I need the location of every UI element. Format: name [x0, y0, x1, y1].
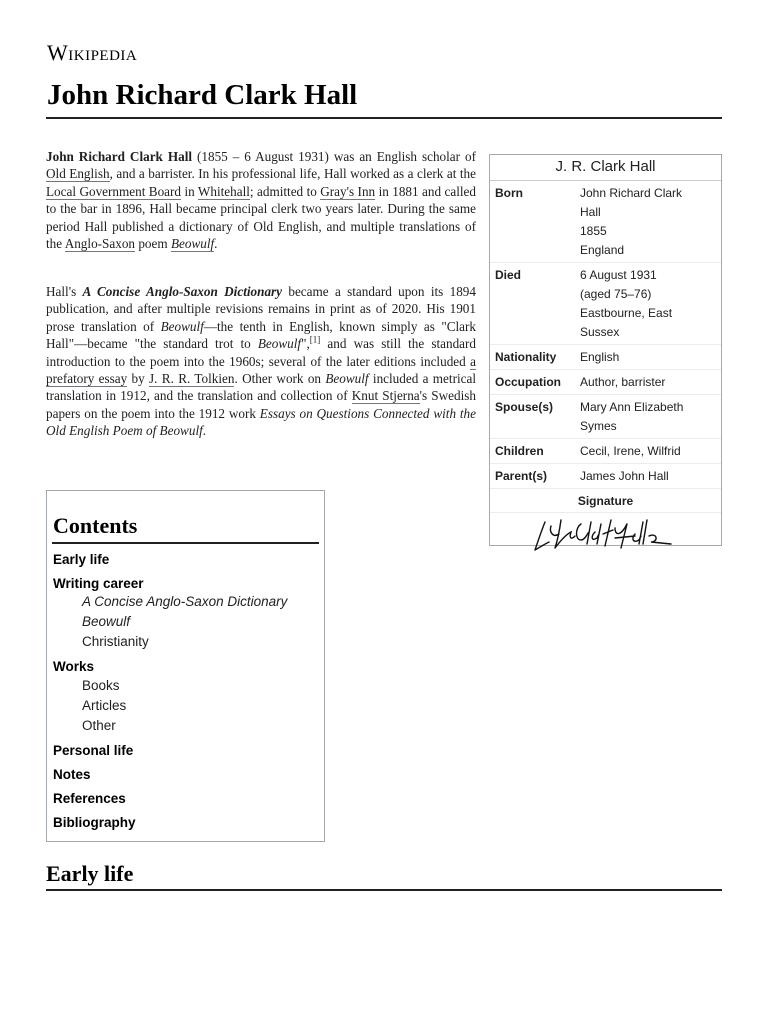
- infobox-value-line: Hall: [580, 205, 601, 219]
- link-whitehall[interactable]: Whitehall: [197, 183, 250, 199]
- infobox-label: Born: [495, 186, 523, 200]
- infobox-title: J. R. Clark Hall: [490, 155, 721, 181]
- infobox-value-line: Eastbourne, East: [580, 306, 673, 320]
- toc-item-bibliography[interactable]: Bibliography: [53, 815, 136, 830]
- infobox-label: Occupation: [495, 375, 562, 389]
- dictionary-title: A Concise Anglo-Saxon Dictionary: [82, 284, 283, 299]
- toc-divider: [52, 542, 319, 544]
- infobox-label: Spouse(s): [495, 400, 554, 414]
- link-knut-stjerna[interactable]: Knut Stjerna: [351, 388, 420, 404]
- infobox-value-line: Symes: [580, 419, 617, 433]
- table-of-contents: [46, 490, 325, 842]
- infobox-value-line: Cecil, Irene, Wilfrid: [580, 444, 681, 458]
- toc-item-beowulf[interactable]: Beowulf: [82, 614, 131, 629]
- subject-name: John Richard Clark Hall: [46, 149, 193, 164]
- infobox-value: [575, 373, 721, 392]
- reference-link[interactable]: [1]: [309, 334, 321, 345]
- infobox-label: Parent(s): [495, 469, 548, 483]
- intro-paragraph-2: Hall's A Concise Anglo-Saxon Dictionary became a standard upon its 1894 publication, and after multiple revisions remains in print as of 2020. His 1901 prose translation of Beowulf—the tenth in English, known simply as "Clark Hall"—became "the standard trot to Beowulf",[1] and was still the standard introduction to the poem into the 1960s; several of the later editions included a prefatory essay by J. R. R. Tolkien. Other work on Beowulf included a metrical translation in 1912, and the translation and collection of Knut Stjerna's Swedish papers on the poem into the 1912 work Essays on Questions Connected with the Old English Poem of Beowulf.: [46, 284, 477, 439]
- toc-item-other[interactable]: Other: [82, 718, 116, 733]
- infobox-row: [490, 464, 721, 489]
- infobox-value-line: English: [580, 350, 620, 364]
- infobox-value: [575, 442, 721, 461]
- signature-drawing: [531, 514, 681, 554]
- wikipedia-logo[interactable]: Wikipedia: [47, 40, 138, 65]
- toc-title: Contents: [53, 513, 138, 538]
- link-grays-inn[interactable]: Gray's Inn: [320, 183, 376, 199]
- toc-item-dictionary[interactable]: A Concise Anglo-Saxon Dictionary: [82, 594, 288, 609]
- link-prefatory-essay[interactable]: a prefatory essay: [46, 353, 476, 387]
- infobox-value-line: Author, barrister: [580, 375, 666, 389]
- infobox-row: [490, 345, 721, 370]
- infobox-value: [575, 467, 721, 486]
- section-divider: [46, 889, 722, 891]
- link-beowulf[interactable]: Beowulf: [170, 236, 215, 252]
- toc-item-notes[interactable]: Notes: [53, 767, 91, 782]
- infobox-value: [575, 348, 721, 367]
- infobox-row: [490, 181, 721, 263]
- infobox-value: [575, 398, 721, 436]
- signature-label: Signature: [490, 489, 721, 513]
- toc-item-writing-career[interactable]: Writing career: [53, 576, 144, 591]
- toc-item-christianity[interactable]: Christianity: [82, 634, 149, 649]
- infobox-value-line: John Richard Clark: [580, 186, 683, 200]
- infobox-row: [490, 263, 721, 345]
- infobox-value-line: Mary Ann Elizabeth: [580, 400, 684, 414]
- intro-paragraph-1: John Richard Clark Hall (1855 – 6 August 1931) was an English scholar of Old English, and a barrister. In his professional life, Hall worked as a clerk at the Local Government Board in Whitehall; admitted to Gray's Inn in 1881 and called to the bar in 1896, Hall became principal clerk two years later. During the same period Hall published a dictionary of Old English, and multiple translations of the Anglo-Saxon poem Beowulf.: [46, 149, 476, 252]
- toc-item-works[interactable]: Works: [53, 659, 95, 674]
- toc-item-books[interactable]: Books: [82, 678, 120, 693]
- infobox-value-line: James John Hall: [580, 469, 669, 483]
- page-title: John Richard Clark Hall: [47, 79, 358, 111]
- toc-item-references[interactable]: References: [53, 791, 126, 806]
- title-divider: [46, 117, 722, 119]
- infobox-value-line: 1855: [580, 224, 607, 238]
- infobox-value-line: 6 August 1931: [580, 268, 657, 282]
- infobox-value: [575, 184, 721, 260]
- infobox-value-line: England: [580, 243, 625, 257]
- infobox-value-line: Sussex: [580, 325, 620, 339]
- section-heading-early-life: Early life: [46, 861, 134, 886]
- infobox-row: [490, 439, 721, 464]
- link-tolkien[interactable]: J. R. R. Tolkien: [149, 371, 235, 387]
- toc-item-personal-life[interactable]: Personal life: [53, 743, 134, 758]
- infobox-row: [490, 370, 721, 395]
- toc-item-articles[interactable]: Articles: [82, 698, 127, 713]
- link-anglo-saxon[interactable]: Anglo-Saxon: [64, 236, 136, 252]
- infobox-label: Died: [495, 268, 522, 282]
- infobox-label: Nationality: [495, 350, 557, 364]
- essays-title: Essays on Questions Connected with the Old English Poem of Beowulf: [46, 405, 476, 439]
- infobox-value-line: (aged 75–76): [580, 287, 652, 301]
- infobox-label: Children: [495, 444, 544, 458]
- toc-item-early-life[interactable]: Early life: [53, 552, 110, 567]
- infobox-row: [490, 395, 721, 439]
- link-local-government-board[interactable]: Local Government Board: [46, 183, 182, 199]
- infobox-value: [575, 266, 721, 342]
- infobox: [489, 154, 722, 546]
- link-old-english[interactable]: Old English: [46, 166, 110, 182]
- signature-image[interactable]: [490, 513, 721, 555]
